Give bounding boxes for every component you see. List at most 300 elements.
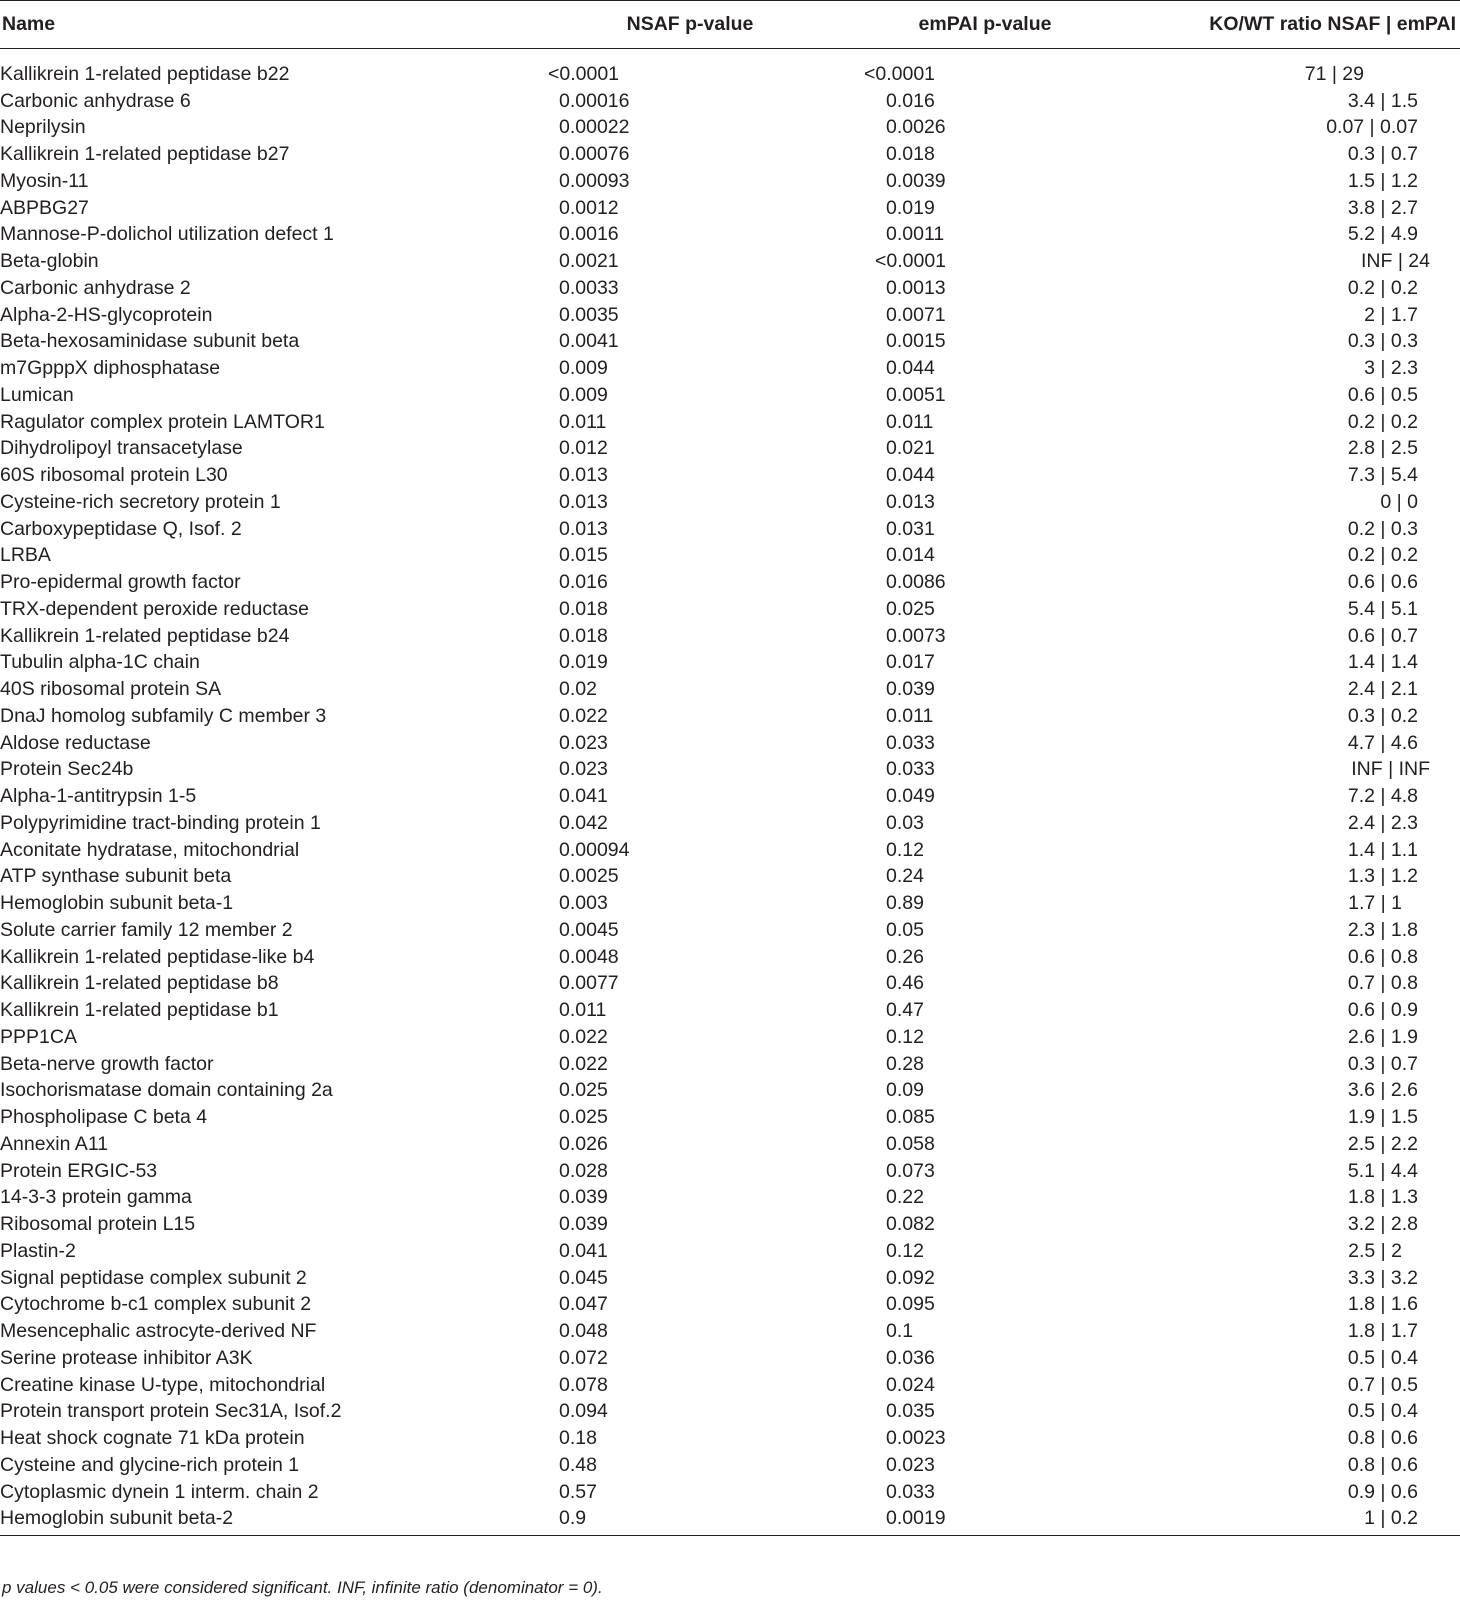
cell-name: Cytochrome b-c1 complex subunit 2 — [0, 1293, 312, 1316]
cell-group — [540, 783, 1460, 810]
table-body — [0, 49, 1460, 1536]
cell-nsaf: 0.18 — [559, 1427, 597, 1450]
cell-ratio: 0 | 0 — [1380, 490, 1418, 513]
cell-ratio: 3.2 | 2.8 — [1347, 1213, 1418, 1236]
cell-nsaf: 0.011 — [559, 410, 607, 433]
cell-ratio: 5.4 | 5.1 — [1347, 597, 1418, 620]
cell-empai: 0.019 — [886, 196, 935, 219]
cell-ratio: 0.7 | 0.5 — [1347, 1373, 1418, 1396]
cell-name: Mesencephalic astrocyte-derived NF — [0, 1320, 317, 1343]
cell-nsaf: 0.018 — [559, 624, 608, 647]
cell-empai: 0.082 — [886, 1213, 935, 1236]
cell-nsaf: 0.039 — [559, 1213, 608, 1236]
cell-ratio: 3.6 | 2.6 — [1347, 1079, 1418, 1102]
cell-name: Heat shock cognate 71 kDa protein — [0, 1427, 305, 1450]
cell-group — [540, 1505, 1460, 1536]
cell-name: Kallikrein 1-related peptidase b1 — [0, 999, 279, 1022]
table-row — [0, 783, 1460, 810]
cell-empai: 0.017 — [886, 651, 935, 674]
cell-name: Annexin A11 — [0, 1132, 109, 1155]
table-row — [0, 863, 1460, 890]
cell-ratio: 1.8 | 1.3 — [1347, 1186, 1418, 1209]
cell-group — [540, 462, 1460, 489]
cell-empai: 0.0011 — [886, 223, 945, 246]
cell-empai: 0.47 — [886, 999, 924, 1022]
cell-empai: 0.095 — [886, 1293, 935, 1316]
cell-group — [540, 194, 1460, 221]
cell-name: Aldose reductase — [0, 731, 151, 754]
cell-group — [540, 542, 1460, 569]
cell-ratio: 0.2 | 0.3 — [1347, 517, 1418, 540]
cell-empai: 0.0019 — [886, 1507, 946, 1529]
cell-name: 60S ribosomal protein L30 — [0, 464, 228, 487]
table-row — [0, 1425, 1460, 1452]
cell-group — [540, 569, 1460, 596]
cell-empai: 0.09 — [886, 1079, 924, 1102]
cell-name: Kallikrein 1-related peptidase b27 — [0, 143, 290, 166]
cell-ratio: 0.5 | 0.4 — [1347, 1400, 1418, 1423]
cell-nsaf: 0.023 — [559, 731, 608, 754]
cell-nsaf: 0.019 — [559, 651, 608, 674]
cell-empai: 0.039 — [886, 678, 935, 701]
cell-nsaf: 0.00093 — [559, 169, 630, 192]
table-row — [0, 141, 1460, 168]
table-row — [0, 970, 1460, 997]
cell-nsaf: 0.026 — [559, 1132, 608, 1155]
cell-empai: <0.0001 — [875, 250, 947, 273]
table-row — [0, 917, 1460, 944]
cell-nsaf: 0.022 — [559, 704, 608, 727]
cell-ratio: 0.07 | 0.07 — [1326, 116, 1418, 139]
cell-group — [540, 275, 1460, 302]
cell-group — [540, 489, 1460, 516]
cell-group — [540, 141, 1460, 168]
cell-group — [540, 810, 1460, 837]
cell-name: Tubulin alpha-1C chain — [0, 651, 200, 674]
cell-group — [540, 1264, 1460, 1291]
table-row — [0, 703, 1460, 730]
cell-name: Cysteine and glycine-rich protein 1 — [0, 1453, 300, 1476]
cell-group — [540, 756, 1460, 783]
cell-ratio: 2.5 | 2 — [1348, 1239, 1402, 1262]
cell-empai: 0.033 — [886, 758, 935, 781]
table-row — [0, 275, 1460, 302]
cell-ratio: 1.4 | 1.1 — [1347, 838, 1418, 861]
cell-empai: 0.0015 — [886, 330, 946, 353]
cell-ratio: 0.2 | 0.2 — [1347, 544, 1418, 567]
cell-ratio: 0.2 | 0.2 — [1347, 410, 1418, 433]
cell-ratio: 3.3 | 3.2 — [1347, 1266, 1418, 1289]
cell-nsaf: 0.023 — [559, 758, 608, 781]
cell-name: Solute carrier family 12 member 2 — [0, 918, 293, 941]
cell-empai: 0.0026 — [886, 116, 946, 139]
cell-name: Hemoglobin subunit beta-2 — [0, 1505, 540, 1536]
cell-ratio: 0.8 | 0.6 — [1347, 1453, 1418, 1476]
cell-group — [540, 87, 1460, 114]
cell-group — [540, 649, 1460, 676]
cell-nsaf: 0.0012 — [559, 196, 619, 219]
cell-empai: 0.12 — [886, 1025, 924, 1048]
cell-empai: 0.044 — [886, 357, 935, 380]
cell-ratio: 71 | 29 — [1304, 62, 1364, 85]
cell-name: Protein Sec24b — [0, 758, 134, 781]
cell-name: DnaJ homolog subfamily C member 3 — [0, 704, 327, 727]
cell-ratio: 2.4 | 2.1 — [1347, 678, 1418, 701]
cell-group — [540, 622, 1460, 649]
cell-nsaf: 0.0045 — [559, 918, 619, 941]
cell-name: Carbonic anhydrase 2 — [0, 276, 191, 299]
cell-nsaf: 0.042 — [559, 811, 608, 834]
cell-ratio: 0.3 | 0.3 — [1347, 330, 1418, 353]
table-row — [0, 542, 1460, 569]
cell-empai: 0.023 — [886, 1453, 935, 1476]
cell-nsaf: 0.025 — [559, 1106, 608, 1129]
cell-nsaf: 0.00076 — [559, 143, 630, 166]
cell-ratio: 2 | 1.7 — [1364, 303, 1418, 326]
cell-name: Creatine kinase U-type, mitochondrial — [0, 1373, 326, 1396]
cell-nsaf: 0.041 — [559, 785, 608, 808]
table-row — [0, 435, 1460, 462]
cell-ratio: 0.7 | 0.8 — [1347, 972, 1418, 995]
cell-ratio: 2.6 | 1.9 — [1347, 1025, 1418, 1048]
cell-nsaf: 0.009 — [559, 383, 608, 406]
cell-empai: 0.018 — [886, 143, 935, 166]
cell-ratio: 1.9 | 1.5 — [1347, 1106, 1418, 1129]
cell-name: Serine protease inhibitor A3K — [0, 1346, 253, 1369]
cell-name: Beta-hexosaminidase subunit beta — [0, 330, 300, 353]
cell-ratio: 0.6 | 0.5 — [1347, 383, 1418, 406]
cell-group — [540, 355, 1460, 382]
cell-nsaf: 0.015 — [559, 544, 608, 567]
cell-nsaf: 0.0035 — [559, 303, 619, 326]
cell-ratio: 0.6 | 0.8 — [1347, 945, 1418, 968]
cell-empai: 0.035 — [886, 1400, 935, 1423]
cell-empai: 0.46 — [886, 972, 924, 995]
cell-group — [540, 970, 1460, 997]
cell-nsaf: 0.025 — [559, 1079, 608, 1102]
cell-group — [540, 248, 1460, 275]
cell-group — [540, 997, 1460, 1024]
cell-group — [540, 408, 1460, 435]
cell-empai: 0.021 — [886, 437, 935, 460]
cell-nsaf: 0.022 — [559, 1052, 608, 1075]
cell-name: Carboxypeptidase Q, Isof. 2 — [0, 517, 242, 540]
table-row — [0, 408, 1460, 435]
table-row — [0, 462, 1460, 489]
cell-nsaf: 0.013 — [559, 490, 608, 513]
table-row — [0, 1398, 1460, 1425]
cell-group — [540, 1050, 1460, 1077]
cell-group — [540, 1184, 1460, 1211]
cell-nsaf: 0.02 — [559, 678, 597, 701]
cell-nsaf: 0.48 — [559, 1453, 597, 1476]
cell-nsaf: 0.072 — [559, 1346, 608, 1369]
cell-nsaf: 0.0025 — [559, 865, 619, 888]
cell-group — [540, 221, 1460, 248]
cell-nsaf: 0.048 — [559, 1320, 608, 1343]
table-row — [0, 515, 1460, 542]
cell-ratio: 5.1 | 4.4 — [1347, 1159, 1418, 1182]
cell-empai: 0.0013 — [886, 276, 946, 299]
cell-name: Isochorismatase domain containing 2a — [0, 1079, 333, 1102]
cell-nsaf: 0.00022 — [559, 116, 630, 139]
cell-nsaf: 0.078 — [559, 1373, 608, 1396]
cell-nsaf: 0.0021 — [559, 250, 619, 273]
cell-empai: 0.0023 — [886, 1427, 946, 1450]
cell-ratio: 1.4 | 1.4 — [1347, 651, 1418, 674]
cell-name: Beta-globin — [0, 250, 99, 273]
cell-nsaf: 0.028 — [559, 1159, 608, 1182]
cell-name: m7GpppX diphosphatase — [0, 357, 221, 380]
table-row — [0, 1238, 1460, 1265]
cell-group — [540, 1478, 1460, 1505]
table-row — [0, 676, 1460, 703]
table-row — [0, 1345, 1460, 1372]
cell-group — [540, 863, 1460, 890]
cell-nsaf: 0.0048 — [559, 945, 619, 968]
cell-empai: 0.28 — [886, 1052, 924, 1075]
table-row — [0, 1505, 1460, 1536]
cell-group — [540, 1104, 1460, 1131]
header-ratio: KO/WT ratio NSAF | emPAI — [1209, 13, 1456, 35]
table-row — [0, 248, 1460, 275]
cell-name: Kallikrein 1-related peptidase-like b4 — [0, 945, 315, 968]
cell-name: ABPBG27 — [0, 196, 89, 219]
cell-empai: 0.049 — [886, 785, 935, 808]
cell-empai: 0.03 — [886, 811, 924, 834]
cell-name: Neprilysin — [0, 116, 86, 139]
cell-group — [540, 729, 1460, 756]
cell-nsaf: 0.022 — [559, 1025, 608, 1048]
cell-nsaf: 0.0016 — [559, 223, 619, 246]
cell-ratio: 7.2 | 4.8 — [1347, 785, 1418, 808]
cell-name: Ragulator complex protein LAMTOR1 — [0, 410, 325, 433]
table-row — [0, 1452, 1460, 1479]
cell-group — [540, 596, 1460, 623]
cell-nsaf: 0.041 — [559, 1239, 608, 1262]
cell-empai: 0.016 — [886, 89, 935, 112]
cell-name: Carbonic anhydrase 6 — [0, 89, 191, 112]
header-nsaf: NSAF p-value — [626, 13, 754, 35]
cell-name: Kallikrein 1-related peptidase b24 — [0, 624, 290, 647]
cell-group — [540, 1077, 1460, 1104]
table-row — [0, 114, 1460, 141]
cell-name: Protein ERGIC-53 — [0, 1159, 158, 1182]
cell-ratio: 0.6 | 0.7 — [1347, 624, 1418, 647]
table-row — [0, 1050, 1460, 1077]
cell-name: Pro-epidermal growth factor — [0, 571, 241, 594]
cell-nsaf: <0.0001 — [548, 62, 620, 85]
cell-ratio: 3 | 2.3 — [1364, 357, 1418, 380]
cell-name: LRBA — [0, 544, 51, 567]
cell-group — [540, 328, 1460, 355]
table-row — [0, 1371, 1460, 1398]
cell-name: 14-3-3 protein gamma — [0, 1186, 192, 1209]
cell-empai: 0.024 — [886, 1373, 935, 1396]
table-header-row — [0, 1, 1460, 49]
cell-ratio: 0.5 | 0.4 — [1347, 1346, 1418, 1369]
cell-group — [540, 168, 1460, 195]
cell-empai: 0.044 — [886, 464, 935, 487]
cell-empai: 0.036 — [886, 1346, 935, 1369]
cell-ratio: 0.6 | 0.6 — [1347, 571, 1418, 594]
cell-empai: <0.0001 — [864, 62, 936, 85]
table-row — [0, 1264, 1460, 1291]
table-row — [0, 1077, 1460, 1104]
cell-group — [540, 1131, 1460, 1158]
cell-nsaf: 0.00094 — [559, 838, 630, 861]
cell-group — [540, 917, 1460, 944]
cell-empai: 0.073 — [886, 1159, 935, 1182]
cell-ratio: 1.8 | 1.7 — [1347, 1320, 1418, 1343]
cell-empai: 0.0071 — [886, 303, 946, 326]
cell-nsaf: 0.009 — [559, 357, 608, 380]
table-row — [0, 943, 1460, 970]
cell-name: PPP1CA — [0, 1025, 77, 1048]
cell-group — [540, 1157, 1460, 1184]
table-row — [0, 890, 1460, 917]
cell-empai: 0.89 — [886, 892, 924, 915]
cell-empai: 0.031 — [886, 517, 935, 540]
table-row — [0, 328, 1460, 355]
cell-name: ATP synthase subunit beta — [0, 865, 232, 888]
cell-ratio: 1.7 | 1 — [1348, 892, 1402, 915]
header-name: Name — [0, 1, 540, 49]
table-row — [0, 1131, 1460, 1158]
cell-ratio: 0.3 | 0.7 — [1347, 143, 1418, 166]
cell-group — [540, 1024, 1460, 1051]
cell-ratio: 0.3 | 0.7 — [1347, 1052, 1418, 1075]
cell-group — [540, 515, 1460, 542]
cell-name: Cysteine-rich secretory protein 1 — [0, 490, 281, 513]
cell-empai: 0.12 — [886, 838, 924, 861]
cell-nsaf: 0.57 — [559, 1480, 597, 1503]
table-row — [0, 756, 1460, 783]
cell-group — [540, 703, 1460, 730]
cell-nsaf: 0.012 — [559, 437, 608, 460]
table-row — [0, 729, 1460, 756]
cell-ratio: 0.2 | 0.2 — [1347, 276, 1418, 299]
cell-group — [540, 382, 1460, 409]
cell-nsaf: 0.039 — [559, 1186, 608, 1209]
cell-group — [540, 1425, 1460, 1452]
cell-empai: 0.12 — [886, 1239, 924, 1262]
cell-name: Kallikrein 1-related peptidase b22 — [0, 62, 290, 85]
cell-nsaf: 0.013 — [559, 464, 608, 487]
cell-name: Myosin-11 — [0, 169, 89, 192]
cell-name: Signal peptidase complex subunit 2 — [0, 1266, 307, 1289]
cell-ratio: 2.4 | 2.3 — [1347, 811, 1418, 834]
cell-empai: 0.0073 — [886, 624, 946, 647]
cell-ratio: 4.7 | 4.6 — [1347, 731, 1418, 754]
table-row — [0, 649, 1460, 676]
cell-ratio: 2.8 | 2.5 — [1347, 437, 1418, 460]
cell-ratio: 2.5 | 2.2 — [1347, 1132, 1418, 1155]
cell-empai: 0.0051 — [886, 383, 946, 406]
table-row — [0, 382, 1460, 409]
cell-name: Plastin-2 — [0, 1239, 76, 1262]
cell-group — [540, 301, 1460, 328]
cell-ratio: INF | 24 — [1360, 250, 1430, 273]
cell-empai: 0.033 — [886, 731, 935, 754]
cell-group — [540, 1345, 1460, 1372]
cell-ratio: 0.8 | 0.6 — [1347, 1427, 1418, 1450]
table-row — [0, 622, 1460, 649]
table-row — [0, 997, 1460, 1024]
table-row — [0, 221, 1460, 248]
table-row — [0, 569, 1460, 596]
cell-nsaf: 0.00016 — [559, 89, 630, 112]
cell-empai: 0.013 — [886, 490, 935, 513]
cell-empai: 0.033 — [886, 1480, 935, 1503]
cell-group — [540, 61, 1460, 88]
cell-ratio: INF | INF — [1351, 758, 1430, 781]
cell-ratio: 0.6 | 0.9 — [1347, 999, 1418, 1022]
cell-name: Hemoglobin subunit beta-1 — [0, 892, 234, 915]
cell-name: Aconitate hydratase, mitochondrial — [0, 838, 300, 861]
cell-group — [540, 435, 1460, 462]
cell-nsaf: 0.013 — [559, 517, 608, 540]
cell-empai: 0.011 — [886, 410, 934, 433]
table-row — [0, 1291, 1460, 1318]
cell-empai: 0.24 — [886, 865, 924, 888]
cell-ratio: 2.3 | 1.8 — [1347, 918, 1418, 941]
table-row — [0, 194, 1460, 221]
cell-nsaf: 0.011 — [559, 999, 607, 1022]
cell-group — [540, 1291, 1460, 1318]
cell-name: Ribosomal protein L15 — [0, 1213, 196, 1236]
cell-ratio: 0.3 | 0.2 — [1347, 704, 1418, 727]
cell-nsaf: 0.018 — [559, 597, 608, 620]
cell-name: Kallikrein 1-related peptidase b8 — [0, 972, 279, 995]
cell-name: Lumican — [0, 383, 74, 406]
cell-name: Beta-nerve growth factor — [0, 1052, 214, 1075]
cell-group — [540, 676, 1460, 703]
cell-group — [540, 890, 1460, 917]
cell-name: Protein transport protein Sec31A, Isof.2 — [0, 1400, 342, 1423]
header-empai: emPAI p-value — [918, 13, 1052, 35]
table-row — [0, 301, 1460, 328]
table-row — [0, 1184, 1460, 1211]
cell-nsaf: 0.9 — [559, 1507, 587, 1529]
table-row — [0, 1104, 1460, 1131]
table-row — [0, 1318, 1460, 1345]
cell-ratio: 5.2 | 4.9 — [1347, 223, 1418, 246]
table-row — [0, 87, 1460, 114]
cell-ratio: 0.9 | 0.6 — [1347, 1480, 1418, 1503]
header-group — [540, 1, 1460, 49]
table-row — [0, 836, 1460, 863]
cell-nsaf: 0.0041 — [559, 330, 619, 353]
cell-name: Mannose-P-dolichol utilization defect 1 — [0, 223, 334, 246]
cell-name: Phospholipase C beta 4 — [0, 1106, 208, 1129]
cell-name: TRX-dependent peroxide reductase — [0, 597, 309, 620]
table-row — [0, 489, 1460, 516]
cell-empai: 0.011 — [886, 704, 934, 727]
table-row — [0, 1478, 1460, 1505]
cell-ratio: 3.8 | 2.7 — [1347, 196, 1418, 219]
table-row — [0, 61, 1460, 88]
table-row — [0, 1211, 1460, 1238]
cell-empai: 0.0086 — [886, 571, 946, 594]
cell-group — [540, 1452, 1460, 1479]
cell-nsaf: 0.003 — [559, 892, 608, 915]
cell-ratio: 1 | 0.2 — [1364, 1507, 1418, 1529]
table-row — [0, 1024, 1460, 1051]
cell-empai: 0.1 — [886, 1320, 914, 1343]
table-row — [0, 168, 1460, 195]
cell-ratio: 7.3 | 5.4 — [1347, 464, 1418, 487]
